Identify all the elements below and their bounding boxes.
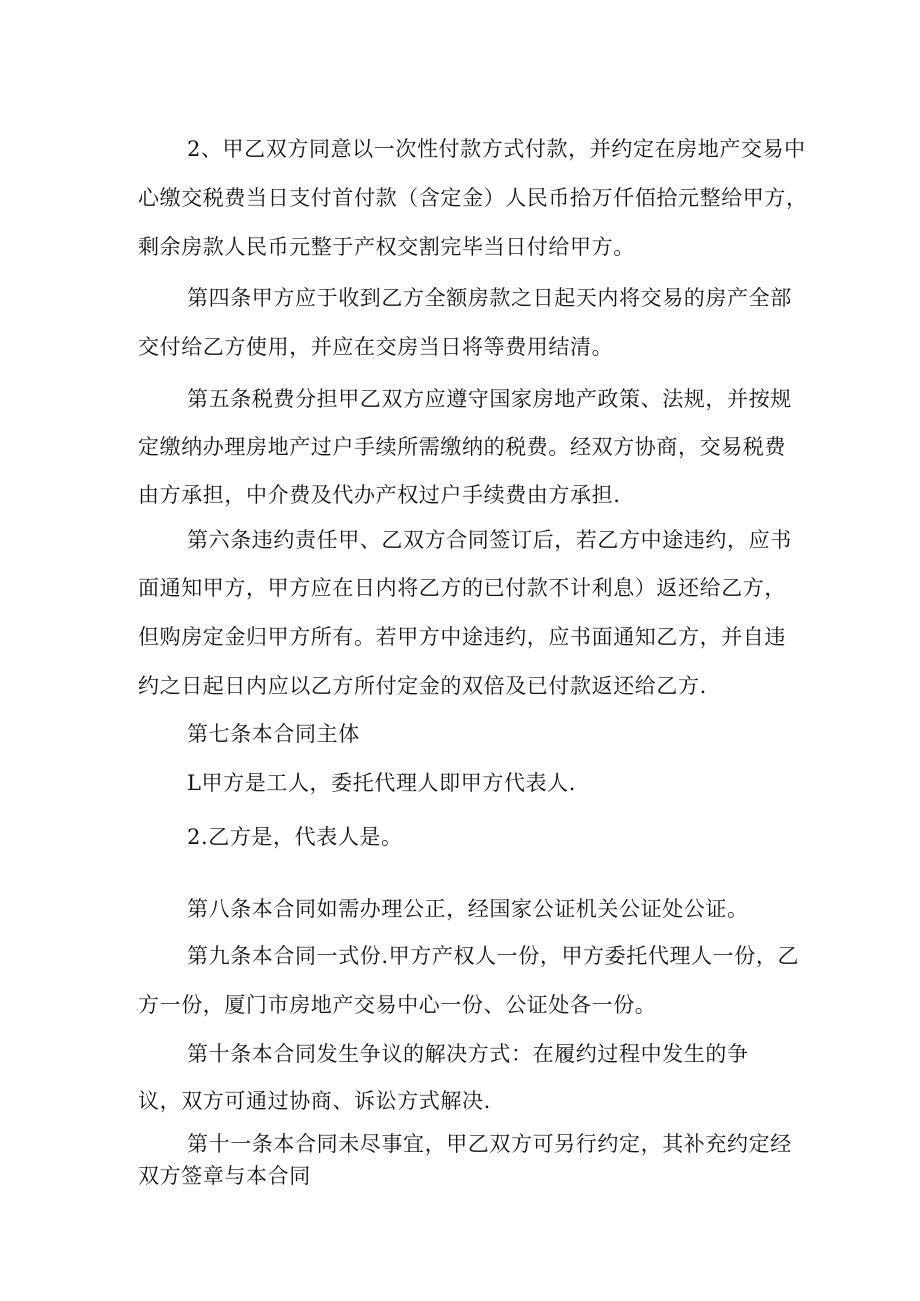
article-9-line-1: 第九条本合同一式份.甲方产权人一份，甲方委托代理人一份，乙: [187, 944, 800, 968]
article-11-line-1: 第十一条本合同未尽事宜，甲乙双方可另行约定，其补充约定经: [187, 1132, 792, 1156]
article-6-line-3: 但购房定金归甲方所有。若甲方中途违约，应书面通知乙方，并自违: [138, 625, 786, 649]
article-9-line-2: 方一份，厦门市房地产交易中心一份、公证处各一份。: [138, 993, 657, 1017]
article-5-line-1: 第五条税费分担甲乙双方应遵守国家房地产政策、法规，并按规: [187, 387, 792, 411]
article-11-line-2: 双方签章与本合同: [138, 1164, 311, 1188]
paragraph-payment-line-1: 2、甲乙双方同意以一次性付款方式付款，并约定在房地产交易中: [187, 137, 806, 161]
article-6-line-2: 面通知甲方，甲方应在日内将乙方的已付款不计利息）返还给乙方，: [138, 576, 786, 600]
article-10-line-1: 第十条本合同发生争议的解决方式：在履约过程中发生的争: [187, 1042, 749, 1066]
article-4-line-2: 交付给乙方使用，并应在交房当日将等费用结清。: [138, 335, 614, 359]
article-6-line-1: 第六条违约责任甲、乙双方合同签订后，若乙方中途违约，应书: [187, 528, 792, 552]
article-5-line-3: 由方承担，中介费及代办产权过户手续费由方承担.: [138, 483, 621, 507]
article-4-line-1: 第四条甲方应于收到乙方全额房款之日起天内将交易的房产全部: [187, 286, 792, 310]
party-a-line: L甲方是工人，委托代理人即甲方代表人.: [187, 771, 577, 795]
party-b-line: 2.乙方是，代表人是。: [187, 825, 403, 849]
article-10-line-2: 议，双方可通过协商、诉讼方式解决.: [138, 1089, 491, 1113]
paragraph-payment-line-3: 剩余房款人民币元整于产权交割完毕当日付给甲方。: [138, 235, 635, 259]
article-8-line-1: 第八条本合同如需办理公正，经国家公证机关公证处公证。: [187, 897, 749, 921]
paragraph-payment-line-2: 心缴交税费当日支付首付款（含定金）人民币拾万仟佰拾元整给甲方，: [138, 186, 808, 210]
article-7-heading: 第七条本合同主体: [187, 722, 360, 746]
article-6-line-4: 约之日起日内应以乙方所付定金的双倍及已付款返还给乙方.: [138, 674, 707, 698]
article-5-line-2: 定缴纳办理房地产过户手续所需缴纳的税费。经双方协商，交易税费: [138, 435, 786, 459]
